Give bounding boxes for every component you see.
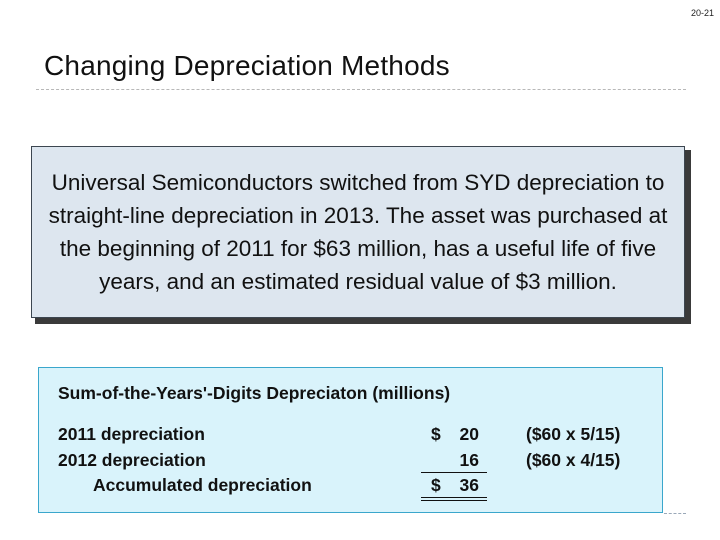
scenario-callout-box: [31, 146, 685, 318]
row-currency-2011: $: [431, 424, 441, 444]
scenario-text: Universal Semiconductors switched from SYD depreciation to straight-line depreciation in 2013. The asset was purchased at the beginning of 2011 for $63 million, has a useful life of five years, and an estimated residual value of $3 million.: [48, 170, 668, 294]
slide-title: Changing Depreciation Methods: [44, 50, 450, 81]
syd-depreciation-panel: [38, 367, 663, 513]
slide-number: 20-21: [690, 8, 714, 18]
total-double-rule: [421, 497, 487, 501]
subtotal-rule: [421, 472, 487, 473]
title-divider: [36, 89, 686, 90]
row-amount-accumulated: 36: [459, 475, 479, 495]
row-amount-2011: 20: [459, 424, 479, 444]
row-label-2012: 2012 depreciation: [58, 450, 206, 470]
panel-title: Sum-of-the-Years'-Digits Depreciaton (millions): [58, 383, 451, 403]
row-amount-2012: 16: [459, 450, 479, 470]
row-label-accumulated: Accumulated depreciation: [93, 475, 312, 495]
row-note-2011: ($60 x 5/15): [526, 424, 621, 444]
row-label-2011: 2011 depreciation: [58, 424, 205, 444]
row-currency-accumulated: $: [431, 475, 441, 495]
footer-dash: [664, 513, 686, 514]
row-note-2012: ($60 x 4/15): [526, 450, 621, 470]
